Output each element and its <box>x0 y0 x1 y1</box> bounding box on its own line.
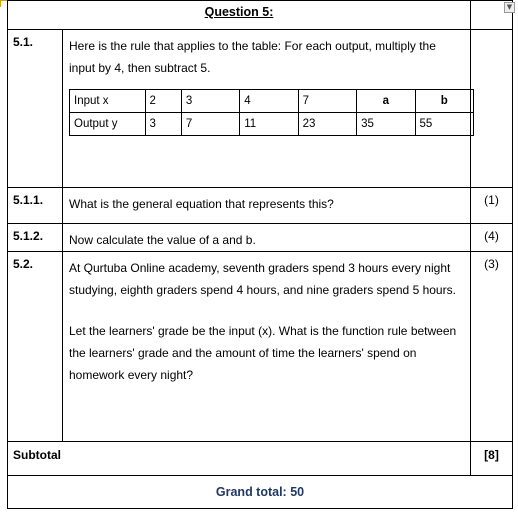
question-table <box>7 0 513 509</box>
question-sheet <box>7 0 512 521</box>
table-cell: 7 <box>298 90 356 113</box>
q51-content <box>63 30 471 188</box>
input-row <box>70 90 474 113</box>
q52-mark: (3) <box>471 252 513 442</box>
q51-text: Here is the rule that applies to the table: For each output, multiply the input by 4, then subtract 5. <box>69 39 436 75</box>
q51-number: 5.1. <box>8 30 63 188</box>
question-heading: Question 5: <box>8 1 471 30</box>
q51-mark-cell <box>471 30 513 188</box>
subtotal-mark: [8] <box>471 442 513 476</box>
table-cell: Output y <box>70 113 146 136</box>
table-cell: 2 <box>145 90 181 113</box>
q512-text: Now calculate the value of a and b. <box>63 224 471 252</box>
q512-number: 5.1.2. <box>8 224 63 252</box>
output-row <box>70 113 474 136</box>
q52-number: 5.2. <box>8 252 63 442</box>
q511-number: 5.1.1. <box>8 188 63 224</box>
table-cell: 4 <box>240 90 298 113</box>
q52-text-2: Let the learners' grade be the input (x). What is the function rule between the learners' grade and the amount of time the learners' spend on homework every night? <box>69 324 457 382</box>
table-cell: 35 <box>357 113 415 136</box>
chevron-down-icon[interactable]: ▼ <box>504 2 515 13</box>
table-cell: a <box>357 90 415 113</box>
input-output-table <box>69 89 474 136</box>
q511-mark: (1) <box>471 188 513 224</box>
table-cell: 23 <box>298 113 356 136</box>
page-corner-marker <box>0 0 7 7</box>
table-cell: 11 <box>240 113 298 136</box>
table-cell: b <box>415 90 474 113</box>
q52-content <box>63 252 471 442</box>
table-cell: 3 <box>145 113 181 136</box>
grand-total: Grand total: 50 <box>8 476 513 509</box>
table-cell: 3 <box>181 90 239 113</box>
table-cell: Input x <box>70 90 146 113</box>
q511-text: What is the general equation that represents this? <box>63 188 471 224</box>
subtotal-label: Subtotal <box>8 442 471 476</box>
table-cell: 55 <box>415 113 474 136</box>
table-cell: 7 <box>181 113 239 136</box>
q52-text-1: At Qurtuba Online academy, seventh graders spend 3 hours every night studying, eighth graders spend 4 hours, and nine graders spend 5 hours. <box>69 261 456 297</box>
q512-mark: (4) <box>471 224 513 252</box>
